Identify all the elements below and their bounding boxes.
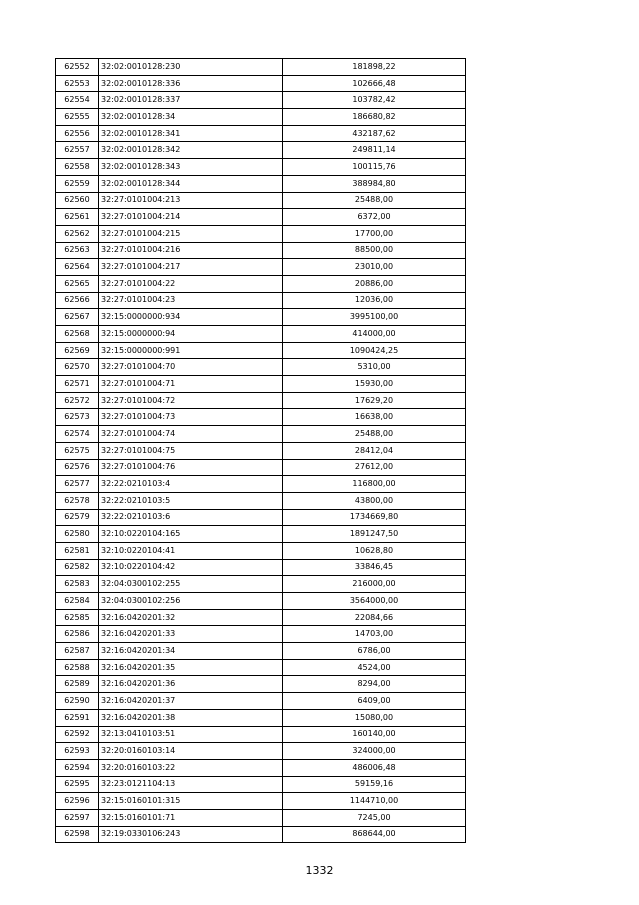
row-number-cell: 62594: [56, 759, 99, 776]
value-cell: 17700,00: [283, 225, 466, 242]
value-cell: 14703,00: [283, 626, 466, 643]
table-row: [56, 109, 466, 126]
value-cell: 486006,48: [283, 759, 466, 776]
row-number-cell: 62574: [56, 426, 99, 443]
cadastral-number-cell: 32:27:0101004:23: [99, 292, 283, 309]
table-row: [56, 326, 466, 343]
table-row: [56, 459, 466, 476]
cadastral-number-cell: 32:15:0000000:94: [99, 326, 283, 343]
row-number-cell: 62572: [56, 392, 99, 409]
row-number-cell: 62558: [56, 159, 99, 176]
cadastral-number-cell: 32:27:0101004:214: [99, 209, 283, 226]
table-row: [56, 542, 466, 559]
cadastral-number-cell: 32:27:0101004:217: [99, 259, 283, 276]
cadastral-number-cell: 32:16:0420201:35: [99, 659, 283, 676]
value-cell: 6409,00: [283, 693, 466, 710]
cadastral-number-cell: 32:10:0220104:165: [99, 526, 283, 543]
row-number-cell: 62580: [56, 526, 99, 543]
cadastral-number-cell: 32:27:0101004:213: [99, 192, 283, 209]
value-cell: 10628,80: [283, 542, 466, 559]
value-cell: 33846,45: [283, 559, 466, 576]
row-number-cell: 62575: [56, 442, 99, 459]
table-row: [56, 342, 466, 359]
table-row: [56, 209, 466, 226]
row-number-cell: 62553: [56, 75, 99, 92]
table-row: [56, 476, 466, 493]
value-cell: 432187,62: [283, 125, 466, 142]
table-row: [56, 693, 466, 710]
table-row: [56, 142, 466, 159]
cadastral-number-cell: 32:27:0101004:74: [99, 426, 283, 443]
value-cell: 6372,00: [283, 209, 466, 226]
value-cell: 100115,76: [283, 159, 466, 176]
value-cell: 7245,00: [283, 809, 466, 826]
table-row: [56, 676, 466, 693]
row-number-cell: 62567: [56, 309, 99, 326]
table-row: [56, 809, 466, 826]
cadastral-number-cell: 32:02:0010128:337: [99, 92, 283, 109]
value-cell: 1734669,80: [283, 509, 466, 526]
value-cell: 15930,00: [283, 376, 466, 393]
row-number-cell: 62554: [56, 92, 99, 109]
value-cell: 868644,00: [283, 826, 466, 843]
table-row: [56, 59, 466, 76]
cadastral-number-cell: 32:02:0010128:342: [99, 142, 283, 159]
cadastral-number-cell: 32:16:0420201:38: [99, 709, 283, 726]
value-cell: 16638,00: [283, 409, 466, 426]
value-cell: 388984,80: [283, 175, 466, 192]
data-table: [55, 58, 466, 843]
row-number-cell: 62577: [56, 476, 99, 493]
cadastral-number-cell: 32:27:0101004:70: [99, 359, 283, 376]
cadastral-number-cell: 32:27:0101004:71: [99, 376, 283, 393]
table-row: [56, 426, 466, 443]
row-number-cell: 62568: [56, 326, 99, 343]
cadastral-number-cell: 32:04:0300102:255: [99, 576, 283, 593]
cadastral-number-cell: 32:27:0101004:22: [99, 275, 283, 292]
table-row: [56, 192, 466, 209]
cadastral-number-cell: 32:27:0101004:215: [99, 225, 283, 242]
table-row: [56, 659, 466, 676]
table-row: [56, 292, 466, 309]
row-number-cell: 62595: [56, 776, 99, 793]
row-number-cell: 62587: [56, 643, 99, 660]
cadastral-number-cell: 32:02:0010128:34: [99, 109, 283, 126]
cadastral-number-cell: 32:10:0220104:41: [99, 542, 283, 559]
table-row: [56, 359, 466, 376]
value-cell: 116800,00: [283, 476, 466, 493]
row-number-cell: 62588: [56, 659, 99, 676]
value-cell: 102666,48: [283, 75, 466, 92]
value-cell: 160140,00: [283, 726, 466, 743]
row-number-cell: 62561: [56, 209, 99, 226]
value-cell: 88500,00: [283, 242, 466, 259]
value-cell: 186680,82: [283, 109, 466, 126]
cadastral-number-cell: 32:02:0010128:230: [99, 59, 283, 76]
table-row: [56, 275, 466, 292]
row-number-cell: 62570: [56, 359, 99, 376]
table-row: [56, 159, 466, 176]
row-number-cell: 62578: [56, 492, 99, 509]
table-row: [56, 175, 466, 192]
row-number-cell: 62556: [56, 125, 99, 142]
value-cell: 20886,00: [283, 275, 466, 292]
cadastral-number-cell: 32:22:0210103:5: [99, 492, 283, 509]
page-number: 1332: [305, 864, 334, 877]
row-number-cell: 62552: [56, 59, 99, 76]
row-number-cell: 62569: [56, 342, 99, 359]
cadastral-number-cell: 32:13:0410103:51: [99, 726, 283, 743]
cadastral-number-cell: 32:27:0101004:216: [99, 242, 283, 259]
row-number-cell: 62582: [56, 559, 99, 576]
row-number-cell: 62584: [56, 593, 99, 610]
row-number-cell: 62573: [56, 409, 99, 426]
value-cell: 1144710,00: [283, 793, 466, 810]
table-row: [56, 793, 466, 810]
table-row: [56, 559, 466, 576]
row-number-cell: 62585: [56, 609, 99, 626]
value-cell: 414000,00: [283, 326, 466, 343]
row-number-cell: 62598: [56, 826, 99, 843]
cadastral-number-cell: 32:27:0101004:75: [99, 442, 283, 459]
table-row: [56, 125, 466, 142]
row-number-cell: 62560: [56, 192, 99, 209]
table-row: [56, 593, 466, 610]
row-number-cell: 62596: [56, 793, 99, 810]
value-cell: 25488,00: [283, 426, 466, 443]
table-row: [56, 759, 466, 776]
value-cell: 6786,00: [283, 643, 466, 660]
value-cell: 3995100,00: [283, 309, 466, 326]
value-cell: 25488,00: [283, 192, 466, 209]
table-row: [56, 626, 466, 643]
row-number-cell: 62559: [56, 175, 99, 192]
table-row: [56, 776, 466, 793]
table-row: [56, 442, 466, 459]
value-cell: 43800,00: [283, 492, 466, 509]
cadastral-number-cell: 32:27:0101004:72: [99, 392, 283, 409]
value-cell: 23010,00: [283, 259, 466, 276]
table-row: [56, 609, 466, 626]
table-body: [56, 59, 466, 843]
row-number-cell: 62597: [56, 809, 99, 826]
value-cell: 12036,00: [283, 292, 466, 309]
value-cell: 22084,66: [283, 609, 466, 626]
value-cell: 3564000,00: [283, 593, 466, 610]
row-number-cell: 62571: [56, 376, 99, 393]
value-cell: 28412,04: [283, 442, 466, 459]
table-row: [56, 92, 466, 109]
cadastral-number-cell: 32:10:0220104:42: [99, 559, 283, 576]
table-row: [56, 643, 466, 660]
cadastral-number-cell: 32:20:0160103:14: [99, 743, 283, 760]
row-number-cell: 62591: [56, 709, 99, 726]
value-cell: 216000,00: [283, 576, 466, 593]
row-number-cell: 62576: [56, 459, 99, 476]
row-number-cell: 62564: [56, 259, 99, 276]
cadastral-number-cell: 32:22:0210103:6: [99, 509, 283, 526]
row-number-cell: 62583: [56, 576, 99, 593]
value-cell: 8294,00: [283, 676, 466, 693]
cadastral-number-cell: 32:27:0101004:76: [99, 459, 283, 476]
table-row: [56, 409, 466, 426]
cadastral-number-cell: 32:15:0000000:934: [99, 309, 283, 326]
row-number-cell: 62565: [56, 275, 99, 292]
cadastral-number-cell: 32:15:0160101:315: [99, 793, 283, 810]
row-number-cell: 62590: [56, 693, 99, 710]
row-number-cell: 62566: [56, 292, 99, 309]
value-cell: 4524,00: [283, 659, 466, 676]
cadastral-number-cell: 32:19:0330106:243: [99, 826, 283, 843]
table-row: [56, 509, 466, 526]
cadastral-number-cell: 32:02:0010128:343: [99, 159, 283, 176]
value-cell: 59159,16: [283, 776, 466, 793]
value-cell: 103782,42: [283, 92, 466, 109]
table-row: [56, 392, 466, 409]
cadastral-number-cell: 32:02:0010128:341: [99, 125, 283, 142]
value-cell: 27612,00: [283, 459, 466, 476]
cadastral-number-cell: 32:04:0300102:256: [99, 593, 283, 610]
cadastral-number-cell: 32:27:0101004:73: [99, 409, 283, 426]
table-row: [56, 376, 466, 393]
row-number-cell: 62592: [56, 726, 99, 743]
cadastral-number-cell: 32:02:0010128:336: [99, 75, 283, 92]
row-number-cell: 62563: [56, 242, 99, 259]
table-row: [56, 526, 466, 543]
cadastral-number-cell: 32:02:0010128:344: [99, 175, 283, 192]
row-number-cell: 62579: [56, 509, 99, 526]
cadastral-number-cell: 32:20:0160103:22: [99, 759, 283, 776]
table-row: [56, 576, 466, 593]
value-cell: 1891247,50: [283, 526, 466, 543]
value-cell: 5310,00: [283, 359, 466, 376]
cadastral-number-cell: 32:16:0420201:32: [99, 609, 283, 626]
table-row: [56, 309, 466, 326]
cadastral-number-cell: 32:15:0000000:991: [99, 342, 283, 359]
row-number-cell: 62557: [56, 142, 99, 159]
cadastral-number-cell: 32:15:0160101:71: [99, 809, 283, 826]
value-cell: 324000,00: [283, 743, 466, 760]
cadastral-number-cell: 32:16:0420201:34: [99, 643, 283, 660]
table-row: [56, 75, 466, 92]
row-number-cell: 62586: [56, 626, 99, 643]
value-cell: 1090424,25: [283, 342, 466, 359]
cadastral-number-cell: 32:16:0420201:37: [99, 693, 283, 710]
row-number-cell: 62562: [56, 225, 99, 242]
cadastral-number-cell: 32:16:0420201:36: [99, 676, 283, 693]
value-cell: 249811,14: [283, 142, 466, 159]
row-number-cell: 62555: [56, 109, 99, 126]
row-number-cell: 62589: [56, 676, 99, 693]
row-number-cell: 62581: [56, 542, 99, 559]
table-row: [56, 259, 466, 276]
table-row: [56, 726, 466, 743]
table-row: [56, 225, 466, 242]
table-row: [56, 492, 466, 509]
value-cell: 17629,20: [283, 392, 466, 409]
value-cell: 181898,22: [283, 59, 466, 76]
cadastral-number-cell: 32:22:0210103:4: [99, 476, 283, 493]
table-row: [56, 743, 466, 760]
cadastral-number-cell: 32:16:0420201:33: [99, 626, 283, 643]
row-number-cell: 62593: [56, 743, 99, 760]
value-cell: 15080,00: [283, 709, 466, 726]
cadastral-number-cell: 32:23:0121104:13: [99, 776, 283, 793]
table-row: [56, 709, 466, 726]
table-row: [56, 242, 466, 259]
table-row: [56, 826, 466, 843]
